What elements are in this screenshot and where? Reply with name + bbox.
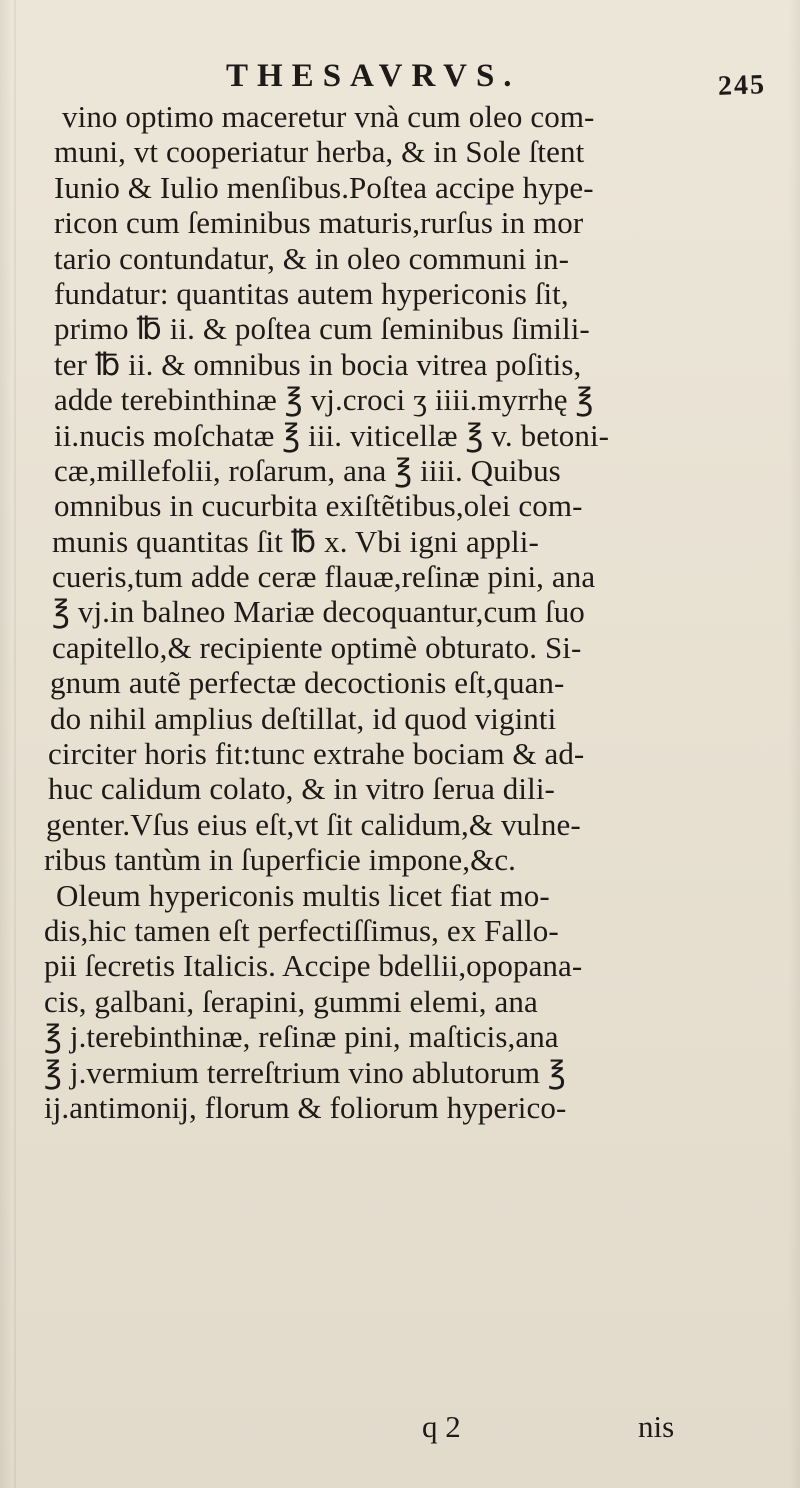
text-line: cæ,millefolii, roſarum, ana ℥ iiii. Quibus — [54, 452, 561, 488]
catchword: nis — [638, 1409, 675, 1444]
text-line: Iunio & Iulio menſibus.Poſtea accipe hype- — [54, 169, 594, 205]
text-line: adde terebinthinæ ℥ vj.croci ʒ iiii.myrrhę ℥ — [54, 382, 594, 418]
text-line: ii.nucis moſchatæ ℥ iii. viticellæ ℥ v. betoni- — [54, 417, 610, 453]
text-line: muni, vt cooperiatur herba, & in Sole ſtent — [54, 134, 585, 170]
text-line: gnum autẽ perfectæ decoctionis eſt,quan- — [50, 665, 565, 701]
text-line: ℥ vj.in balneo Mariæ decoquantur,cum ſuo — [52, 594, 585, 630]
text-line: tario contundatur, & in oleo communi in- — [54, 240, 570, 276]
text-line: munis quantitas ſit ℔ x. Vbi igni appli- — [52, 523, 539, 559]
text-line: pii ſecretis Italicis. Accipe bdellii,opopana- — [44, 948, 583, 984]
text-line: primo ℔ ii. & poſtea cum ſeminibus ſimili- — [54, 311, 590, 347]
signature-mark: q 2 — [422, 1409, 461, 1444]
running-head — [0, 58, 800, 102]
main-text — [44, 99, 794, 1125]
page-number: 245 — [717, 69, 767, 102]
text-line: cis, galbani, ſerapini, gummi elemi, ana — [44, 983, 538, 1019]
page-footer — [0, 1409, 800, 1449]
text-line: dis,hic tamen eſt perfectiſſimus, ex Fallo- — [44, 912, 559, 948]
text-line: ter ℔ ii. & omnibus in bocia vitrea poſitis, — [54, 346, 582, 382]
text-line: ricon cum ſeminibus maturis,rurſus in mor — [54, 205, 584, 241]
text-line: vino optimo maceretur vnà cum oleo com- — [62, 99, 595, 134]
gutter-shadow — [14, 0, 16, 1488]
text-line: ij.antimonij, florum & foliorum hyperico- — [44, 1089, 567, 1125]
text-line: huc calidum colato, & in vitro ſerua dili- — [48, 771, 555, 807]
text-line: cueris,tum adde ceræ flauæ,reſinæ pini, ana — [52, 559, 596, 595]
text-line: fundatur: quantitas autem hypericonis ſit, — [54, 275, 569, 311]
text-line: capitello,& recipiente optimè obturato. Si- — [52, 629, 582, 665]
text-line: omnibus in cucurbita exiſtẽtibus,olei com- — [54, 488, 583, 524]
text-line: do nihil amplius deſtillat, id quod viginti — [50, 700, 557, 736]
text-line: circiter horis fit:tunc extrahe bociam & ad- — [48, 736, 585, 772]
text-line: genter.Vſus eius eſt,vt ſit calidum,& vulne- — [46, 806, 581, 842]
running-title: THESAVRVS. — [226, 58, 521, 94]
text-line: ribus tantùm in ſuperficie impone,&c. — [44, 842, 517, 878]
text-line: ℥ j.terebinthinæ, reſinæ pini, maſticis,ana — [44, 1019, 559, 1055]
text-line: ℥ j.vermium terreſtrium vino ablutorum ℥ — [44, 1054, 566, 1090]
text-line: Oleum hypericonis multis licet fiat mo- — [56, 877, 550, 913]
